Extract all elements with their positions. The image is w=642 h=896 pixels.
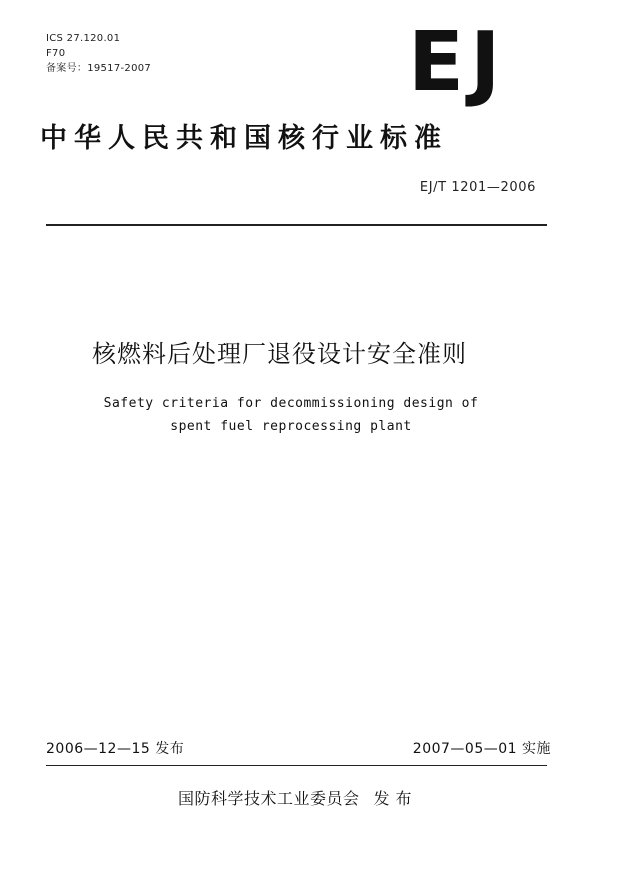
standard-category-title: 中华人民共和国核行业标准	[40, 123, 448, 154]
publisher-name: 国防科学技术工业委员会	[178, 789, 360, 808]
record-number: 备案号：19517-2007	[46, 63, 152, 74]
document-title-en-line2: spent fuel reprocessing plant	[170, 419, 412, 434]
ej-logo: EJ	[408, 15, 507, 110]
top-divider	[46, 224, 547, 226]
ccs-code: F70	[46, 48, 66, 59]
publisher-line	[178, 786, 418, 809]
implementation-date: 2007—05—01 实施	[412, 741, 551, 757]
bottom-divider	[46, 765, 547, 766]
document-title-cn: 核燃料后处理厂退役设计安全准则	[92, 340, 467, 368]
document-title-en-line1: Safety criteria for decommissioning design of	[103, 396, 479, 411]
standard-number: EJ/T 1201—2006	[419, 180, 536, 195]
issue-date: 2006—12—15 发布	[46, 741, 185, 757]
ics-code: ICS 27.120.01	[46, 33, 121, 44]
publish-action: 发布	[373, 789, 418, 808]
